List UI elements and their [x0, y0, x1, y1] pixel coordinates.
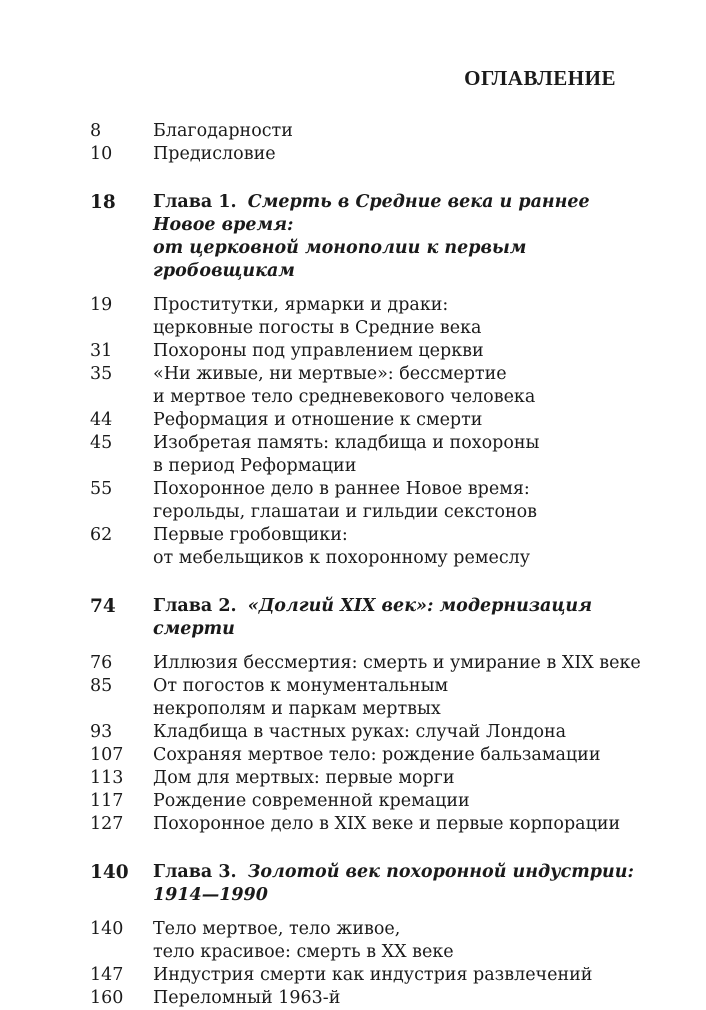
page-number: 113 — [90, 768, 124, 788]
entry-title-line1: Переломный 1963-й — [153, 988, 341, 1008]
toc-entry[interactable] — [90, 409, 650, 432]
toc-entry[interactable] — [90, 340, 650, 363]
chapter-2 — [90, 595, 650, 836]
page-number: 127 — [90, 814, 124, 834]
entry-title-line2: в период Реформации — [153, 456, 357, 476]
chapter-3 — [90, 861, 650, 1010]
page-number: 31 — [90, 341, 113, 361]
entry-title: Благодарности — [153, 121, 293, 141]
toc-entry[interactable] — [90, 744, 650, 767]
entry-title-line1: Иллюзия бессмертия: смерть и умирание в XIX веке — [153, 653, 641, 673]
table-of-contents — [90, 120, 650, 1010]
page-title: ОГЛАВЛЕНИЕ — [464, 66, 616, 90]
entry-title-line2: тело красивое: смерть в XX веке — [153, 942, 454, 962]
entry-title-line1: Проститутки, ярмарки и драки: — [153, 295, 449, 315]
toc-entry[interactable] — [90, 767, 650, 790]
entry-title-line1: Реформация и отношение к смерти — [153, 410, 483, 430]
entry-title-line1: Индустрия смерти как индустрия развлечений — [153, 965, 593, 985]
toc-entry-preface[interactable] — [90, 143, 650, 166]
chapter-title-line2: от церковной монополии к первым гробовщикам — [153, 238, 527, 281]
page-number: 160 — [90, 988, 124, 1008]
entry-title-line2: и мертвое тело средневекового человека — [153, 387, 536, 407]
page-number: 76 — [90, 653, 113, 673]
entry-title-line2: герольды, глашатаи и гильдии секстонов — [153, 502, 538, 522]
page-number: 147 — [90, 965, 124, 985]
page-number: 62 — [90, 525, 113, 545]
entry-title-line1: Дом для мертвых: первые морги — [153, 768, 455, 788]
chapter-1-entries — [90, 294, 650, 570]
entry-title-line1: Тело мертвое, тело живое, — [153, 919, 401, 939]
page-number: 8 — [90, 121, 102, 141]
toc-entry[interactable] — [90, 987, 650, 1010]
toc-entry[interactable] — [90, 432, 650, 478]
chapter-label: Глава 3. — [153, 862, 237, 882]
entry-title-line1: От погостов к монументальным — [153, 676, 449, 696]
entry-title-line2: от мебельщиков к похоронному ремеслу — [153, 548, 531, 568]
page-number: 35 — [90, 364, 113, 384]
entry-title-line1: Кладбища в частных руках: случай Лондона — [153, 722, 567, 742]
toc-entry[interactable] — [90, 478, 650, 524]
page-number: 10 — [90, 144, 113, 164]
chapter-label: Глава 1. — [153, 192, 237, 212]
page-number: 93 — [90, 722, 113, 742]
page-number: 18 — [90, 192, 116, 213]
chapter-1 — [90, 191, 650, 570]
chapter-3-entries — [90, 918, 650, 1010]
front-matter — [90, 120, 650, 166]
chapter-title-line1: «Долгий XIX век»: модернизация смерти — [153, 596, 593, 639]
page-number: 45 — [90, 433, 113, 453]
toc-entry[interactable] — [90, 363, 650, 409]
toc-entry[interactable] — [90, 294, 650, 340]
toc-entry[interactable] — [90, 652, 650, 675]
toc-entry[interactable] — [90, 721, 650, 744]
page-number: 107 — [90, 745, 124, 765]
toc-entry[interactable] — [90, 675, 650, 721]
chapter-heading-3[interactable] — [90, 861, 650, 907]
page-number: 140 — [90, 919, 124, 939]
chapter-title-line1: Смерть в Средние века и раннее Новое время: — [153, 192, 590, 235]
entry-title-line2: церковные погосты в Средние века — [153, 318, 482, 338]
entry-title-line1: Изобретая память: кладбища и похороны — [153, 433, 540, 453]
toc-entry-acknowledgements[interactable] — [90, 120, 650, 143]
toc-entry[interactable] — [90, 964, 650, 987]
chapter-label: Глава 2. — [153, 596, 237, 616]
chapter-2-entries — [90, 652, 650, 836]
page-number: 117 — [90, 791, 124, 811]
chapter-heading-1[interactable] — [90, 191, 650, 283]
entry-title-line1: Первые гробовщики: — [153, 525, 348, 545]
toc-entry[interactable] — [90, 790, 650, 813]
entry-title-line1: Сохраняя мертвое тело: рождение бальзамации — [153, 745, 601, 765]
chapter-heading-2[interactable] — [90, 595, 650, 641]
entry-title: Предисловие — [153, 144, 276, 164]
entry-title-line2: некрополям и паркам мертвых — [153, 699, 441, 719]
entry-title-line1: Похороны под управлением церкви — [153, 341, 484, 361]
page-number: 140 — [90, 862, 129, 883]
entry-title-line1: Рождение современной кремации — [153, 791, 470, 811]
page-number: 44 — [90, 410, 113, 430]
page-number: 74 — [90, 596, 116, 617]
chapter-title-line1: Золотой век похоронной индустрии: 1914—1990 — [153, 862, 634, 905]
page-number: 85 — [90, 676, 113, 696]
toc-entry[interactable] — [90, 524, 650, 570]
entry-title-line1: «Ни живые, ни мертвые»: бессмертие — [153, 364, 507, 384]
toc-entry[interactable] — [90, 918, 650, 964]
entry-title-line1: Похоронное дело в раннее Новое время: — [153, 479, 530, 499]
page-number: 19 — [90, 295, 113, 315]
entry-title-line1: Похоронное дело в XIX веке и первые корпорации — [153, 814, 621, 834]
toc-entry[interactable] — [90, 813, 650, 836]
page-number: 55 — [90, 479, 113, 499]
